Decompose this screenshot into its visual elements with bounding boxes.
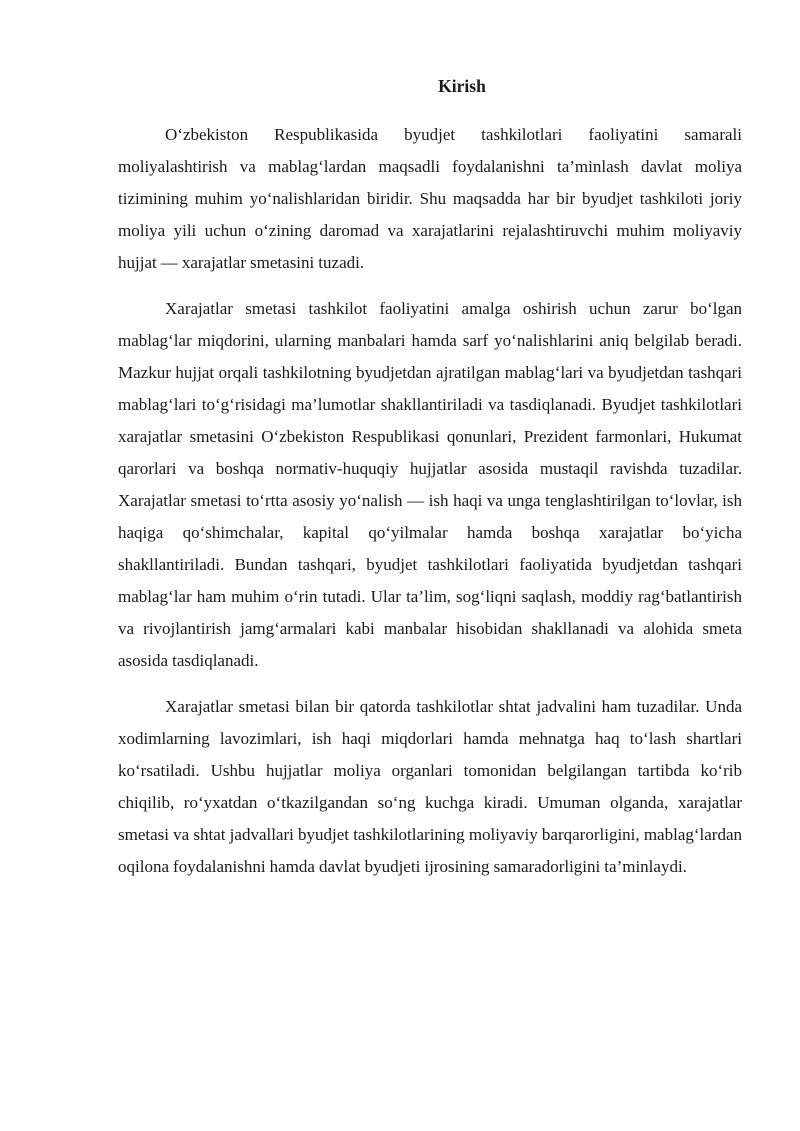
page-title: Kirish [438, 76, 486, 96]
paragraph-3: Xarajatlar smetasi bilan bir qatorda tashkilotlar shtat jadvalini ham tuzadilar. Unda xodimlarning lavozimlari, ish haqi miqdorlari hamda mehnatga haq to‘lash shartlari ko‘rsatiladi. Ushbu hujjatlar moliya organlari tomonidan belgilangan tartibda ko‘rib chiqilib, ro‘yxatdan o‘tkazilgandan so‘ng kuchga kiradi. Umuman olganda, xarajatlar smetasi va shtat jadvallari byudjet tashkilotlarining moliyaviy barqarorligini, mablag‘lardan oqilona foydalanishni hamda davlat byudjeti ijrosining samaradorligini ta’minlaydi. [118, 697, 742, 876]
paragraph-1: O‘zbekiston Respublikasida byudjet tashkilotlari faoliyatini samarali moliyalashtirish va mablag‘lardan maqsadli foydalanishni ta’minlash davlat moliya tizimining muhim yo‘nalishlaridan biridir. Shu maqsadda har bir byudjet tashkiloti joriy moliya yili uchun o‘zining daromad va xarajatlarini rejalashtiruvchi muhim moliyaviy hujjat — xarajatlar smetasini tuzadi. [118, 125, 742, 272]
paragraph-2: Xarajatlar smetasi tashkilot faoliyatini amalga oshirish uchun zarur bo‘lgan mablag‘lar miqdorini, ularning manbalari hamda sarf yo‘nalishlarini aniq belgilab beradi. Mazkur hujjat orqali tashkilotning byudjetdan ajratilgan mablag‘lari va byudjetdan tashqari mablag‘lari to‘g‘risidagi ma’lumotlar shakllantiriladi va tasdiqlanadi. Byudjet tashkilotlari xarajatlar smetasini O‘zbekiston Respublikasi qonunlari, Prezident farmonlari, Hukumat qarorlari va boshqa normativ-huquqiy hujjatlar asosida mustaqil ravishda tuzadilar. Xarajatlar smetasi to‘rtta asosiy yo‘nalish — ish haqi va unga tenglashtirilgan to‘lovlar, ish haqiga qo‘shimchalar, kapital qo‘yilmalar hamda boshqa xarajatlar bo‘yicha shakllantiriladi. Bundan tashqari, byudjet tashkilotlari faoliyatida byudjetdan tashqari mablag‘lar ham muhim o‘rin tutadi. Ular ta’lim, sog‘liqni saqlash, moddiy rag‘batlantirish va rivojlantirish jamg‘armalari kabi manbalar hisobidan shakllanadi va alohida smeta asosida tasdiqlanadi. [118, 299, 742, 670]
document-body [118, 119, 742, 897]
